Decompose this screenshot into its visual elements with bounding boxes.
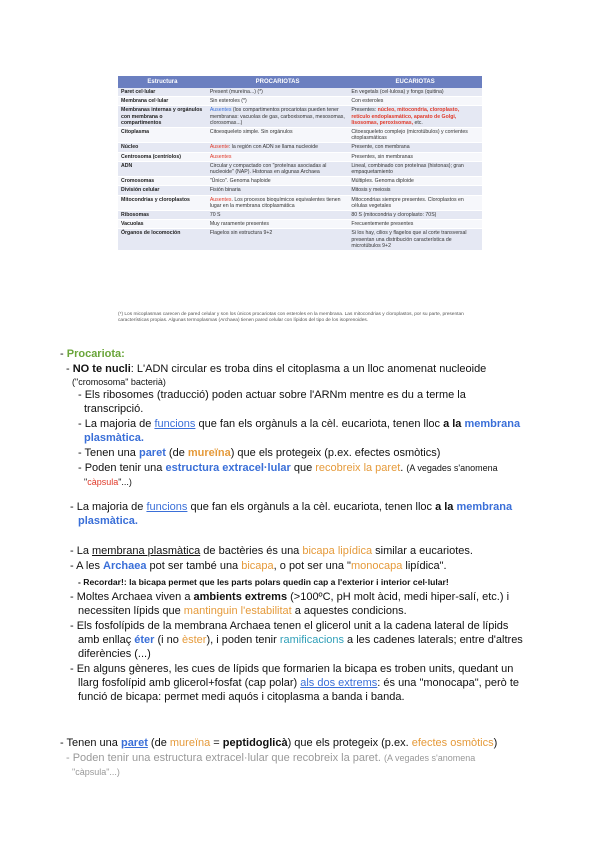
section-label-procariota: Procariota: bbox=[66, 348, 125, 360]
text: - Poden tenir una estructura extracel·lular que recobreix la paret. bbox=[66, 752, 384, 764]
cell-structure: Vacuolas bbox=[118, 220, 207, 229]
highlight-membrana: membrana bbox=[464, 418, 521, 430]
cell-prokaryote: Muy raramente presentes bbox=[207, 220, 349, 229]
highlight-eter: éter bbox=[134, 634, 155, 646]
note-line-10 bbox=[84, 476, 132, 489]
note-line-7 bbox=[84, 432, 144, 445]
cell-eukaryote: Frecuentemente presentes bbox=[348, 220, 482, 229]
cell-highlight: Ausentes bbox=[209, 196, 232, 203]
table-row bbox=[118, 143, 482, 152]
text: necessiten lípids que bbox=[78, 605, 184, 617]
text: (i no bbox=[154, 634, 182, 646]
text: - Moltes Archaea viven a bbox=[70, 591, 194, 603]
cell-structure: Citoplasma bbox=[118, 128, 207, 143]
text: : L'ADN circular es troba dins el citoplasma a un lloc anomenat nucleoide bbox=[130, 363, 487, 375]
link-funcions[interactable]: funcions bbox=[146, 501, 188, 513]
text: - La bbox=[70, 545, 93, 557]
table-footnote: (*) Los micoplasmas carecen de pared celular y son los únicos procariotas con esteroles en la membrana. Las mitocondrias y cloroplastos, por su parte, presentan características propias. Algunas termoplasmas (Archaea) tienen pared celular con lípidos del tipo de los isoprenoides. bbox=[118, 312, 464, 323]
note-line-20: diferències (...) bbox=[78, 648, 151, 660]
note-line-25 bbox=[66, 752, 475, 765]
text: - A les bbox=[70, 560, 104, 572]
bold-text: NO te nucli bbox=[72, 363, 131, 375]
table-row bbox=[118, 152, 482, 161]
bold-text: a la bbox=[443, 418, 465, 430]
cell-eukaryote: Múltiples. Genoma diploide bbox=[348, 177, 482, 186]
cell-eukaryote: 80 S (mitocondria y cloroplasto: 70S) bbox=[348, 211, 482, 220]
comparison-table bbox=[118, 76, 482, 251]
note-line-23: funció de bicapa: permet medi aquós i citoplasma a banda i banda. bbox=[78, 691, 405, 703]
cell-text: . Los procesos bioquímicos equivalentes tienen lugar en la membrana citoplasmática bbox=[209, 196, 341, 209]
small-text: (A vegades s'anomena bbox=[406, 463, 498, 473]
cell-text-pre: Presentes: bbox=[351, 107, 378, 114]
text: "...) bbox=[118, 477, 132, 487]
note-line-26: "càpsula"...) bbox=[72, 767, 120, 777]
text: a les cadenes laterals; entre d'altres bbox=[344, 634, 523, 646]
cell-text: (los compartimentos procariotas pueden tener membranas: vacuolas de gas, carboxisomas, mesosomas, clorosomas...) bbox=[209, 107, 345, 126]
cell-structure: Mitocondrias y cloroplastos bbox=[118, 195, 207, 210]
note-line-21: - En alguns gèneres, les cues de lípids que formarien la bicapa es troben units, quedant un bbox=[70, 663, 514, 675]
cell-prokaryote: Fisión binaria bbox=[207, 186, 349, 195]
cell-structure: Núcleo bbox=[118, 143, 207, 152]
text: . bbox=[400, 462, 407, 474]
cell-structure: Centrosoma (centríolos) bbox=[118, 152, 207, 161]
cell-text: : la región con ADN se llama nucleoide bbox=[228, 144, 318, 151]
header-prokaryotes: PROCARIOTAS bbox=[207, 76, 349, 88]
text: llarg fosfolípid amb glicerol+fosfat (cap polar) bbox=[78, 677, 301, 689]
link-funcions[interactable]: funcions bbox=[154, 418, 196, 430]
cell-text: etc. bbox=[413, 119, 423, 126]
text: , o pot ser una " bbox=[273, 560, 351, 572]
text: pot ser també una bbox=[146, 560, 242, 572]
text: ) bbox=[493, 737, 498, 749]
text: que bbox=[290, 462, 316, 474]
cell-prokaryote: "Único". Genoma haploide bbox=[207, 177, 349, 186]
text: de bactèries és una bbox=[200, 545, 303, 557]
bold-text: a la bbox=[435, 501, 457, 513]
cell-prokaryote bbox=[207, 106, 349, 128]
text: (>100ºC, pH molt àcid, medi hiper-salí, etc.) i bbox=[287, 591, 510, 603]
note-line-6 bbox=[78, 418, 520, 431]
text: amb enllaç bbox=[78, 634, 135, 646]
cell-structure: Paret cel·lular bbox=[118, 88, 207, 97]
text: ), i poden tenir bbox=[206, 634, 280, 646]
highlight-mureina: mureïna bbox=[169, 737, 211, 749]
cell-prokaryote: Citoesqueleto simple. Sin orgánulos bbox=[207, 128, 349, 143]
table-row bbox=[118, 97, 482, 106]
note-line-2 bbox=[66, 363, 486, 376]
table-row bbox=[118, 106, 482, 128]
small-text: (A vegades s'anomena bbox=[383, 753, 476, 763]
highlight-ramificacions: ramificacions bbox=[279, 634, 344, 646]
cell-eukaryote: Presentes, sin membranas bbox=[348, 152, 482, 161]
highlight-paret: paret bbox=[138, 447, 166, 459]
text: lipídica". bbox=[402, 560, 447, 572]
note-line-15: - Recordar!: la bicapa permet que les parts polars quedin cap a l'exterior i interior cel·lular! bbox=[78, 577, 449, 587]
highlight-estructura: estructura extracel·lular bbox=[165, 462, 291, 474]
cell-structure: División celular bbox=[118, 186, 207, 195]
table-row bbox=[118, 88, 482, 97]
note-line-12 bbox=[78, 515, 138, 528]
cell-structure: Órganos de locomoción bbox=[118, 229, 207, 251]
text: = bbox=[210, 737, 223, 749]
note-line-3: ("cromosoma" bacterià) bbox=[72, 377, 166, 387]
highlight-efectes: efectes osmòtics bbox=[411, 737, 494, 749]
cell-eukaryote: Mitosis y meiosis bbox=[348, 186, 482, 195]
text: (de bbox=[147, 737, 170, 749]
highlight-recobreix: recobreix la paret bbox=[315, 462, 401, 474]
cell-prokaryote bbox=[207, 152, 349, 161]
highlight-bicapa: bicapa lipídica bbox=[302, 545, 373, 557]
note-line-5: transcripció. bbox=[84, 403, 144, 415]
cell-prokaryote: Present (mureïna...) (*) bbox=[207, 88, 349, 97]
dash: - bbox=[60, 348, 67, 360]
note-line-18: - Els fosfolípids de la membrana Archaea tenen el glicerol unit a la cadena lateral de lípids bbox=[70, 620, 509, 632]
cell-eukaryote: Citoesqueleto complejo (microtúbulos) y corrientes citoplasmáticas bbox=[348, 128, 482, 143]
note-line-13 bbox=[70, 545, 473, 558]
table-row bbox=[118, 195, 482, 210]
note-line-4: - Els ribosomes (traducció) poden actuar sobre l'ARNm mentre es du a terme la bbox=[78, 389, 466, 401]
text: ) que els protegeix (p.ex. efectes osmòtics) bbox=[230, 447, 441, 459]
text: (de bbox=[165, 447, 188, 459]
cell-eukaryote: Con esteroles bbox=[348, 97, 482, 106]
note-line-24 bbox=[60, 737, 497, 750]
header-eukaryotes: EUCARIOTAS bbox=[348, 76, 482, 88]
text: ) que els protegeix (p.ex. bbox=[287, 737, 412, 749]
note-line-16 bbox=[70, 591, 509, 604]
cell-prokaryote: 70 S bbox=[207, 211, 349, 220]
cell-highlight: Ausentes bbox=[209, 107, 232, 114]
text: a aquestes condicions. bbox=[291, 605, 407, 617]
highlight-bicapa: bicapa bbox=[241, 560, 274, 572]
cell-structure: ADN bbox=[118, 161, 207, 176]
highlight-monocapa: monocapa bbox=[350, 560, 403, 572]
text: que fan els orgànuls a la cèl. eucariota, tenen lloc bbox=[195, 418, 444, 430]
cell-eukaryote bbox=[348, 106, 482, 128]
bold-text: ambients extrems bbox=[193, 591, 288, 603]
cell-prokaryote: Sin esteroles (*) bbox=[207, 97, 349, 106]
note-line-11 bbox=[70, 501, 512, 514]
table-row bbox=[118, 186, 482, 195]
text: similar a eucariotes. bbox=[372, 545, 473, 557]
link-dos-extrems[interactable]: als dos extrems bbox=[300, 677, 378, 689]
highlight-estabilitat: mantinguin l'estabilitat bbox=[183, 605, 292, 617]
text: - La majoria de bbox=[70, 501, 147, 513]
cell-structure: Ribosomas bbox=[118, 211, 207, 220]
cell-prokaryote: Flagelos sin estructura 9+2 bbox=[207, 229, 349, 251]
table-row bbox=[118, 128, 482, 143]
highlight-plasmatica: plasmàtica. bbox=[78, 515, 138, 527]
cell-eukaryote: Mitocondrias siempre presentes. Cloroplastos en células vegetales bbox=[348, 195, 482, 210]
note-line-8 bbox=[78, 447, 440, 460]
text: - bbox=[66, 363, 73, 375]
cell-highlight: Ausente bbox=[209, 144, 229, 151]
header-structure: Estructura bbox=[118, 76, 207, 88]
table-row bbox=[118, 211, 482, 220]
cell-eukaryote: Si los hay, cilios y flagelos que al corte transversal presentan una distribución característica de microtúbulos 9+2 bbox=[348, 229, 482, 251]
cell-highlight: núcleo, mitocondria, cloroplasto, retículo endoplasmático, aparato de Golgi, lisosomas, peroxisomas, bbox=[351, 107, 460, 126]
cell-eukaryote: Lineal, combinado con proteínas (histonas); gran empaquetamiento bbox=[348, 161, 482, 176]
text: - La majoria de bbox=[78, 418, 155, 430]
cell-highlight: Ausentes bbox=[209, 153, 232, 160]
highlight-capsula: càpsula bbox=[87, 477, 119, 487]
highlight-plasmatica: plasmàtica. bbox=[84, 432, 144, 444]
underlined-text: membrana plasmàtica bbox=[92, 545, 201, 557]
text: - Tenen una bbox=[78, 447, 139, 459]
highlight-mureina: mureïna bbox=[187, 447, 231, 459]
note-line-17 bbox=[78, 605, 407, 618]
table-row bbox=[118, 229, 482, 251]
table-row bbox=[118, 161, 482, 176]
text: que fan els orgànuls a la cèl. eucariota, tenen lloc bbox=[187, 501, 436, 513]
text: " bbox=[84, 477, 88, 487]
table-header-row bbox=[118, 76, 482, 88]
cell-prokaryote bbox=[207, 143, 349, 152]
table-row bbox=[118, 177, 482, 186]
cell-structure: Membranas internas y orgánulos con membrana o compartimentos bbox=[118, 106, 207, 128]
note-line-9 bbox=[78, 462, 498, 475]
table-row bbox=[118, 220, 482, 229]
text: : és una "monocapa", però te bbox=[377, 677, 520, 689]
note-line-22 bbox=[78, 677, 519, 690]
cell-structure: Membrana cel·lular bbox=[118, 97, 207, 106]
highlight-ester: èster bbox=[181, 634, 207, 646]
text: - Poden tenir una bbox=[78, 462, 166, 474]
highlight-paret: paret bbox=[120, 737, 148, 749]
cell-prokaryote bbox=[207, 195, 349, 210]
note-line-1 bbox=[60, 348, 125, 361]
highlight-archaea: Archaea bbox=[103, 560, 147, 572]
cell-eukaryote: En vegetals (cel·lulosa) y fongs (quitina) bbox=[348, 88, 482, 97]
bold-text: peptidoglicà bbox=[222, 737, 288, 749]
text: - Tenen una bbox=[60, 737, 121, 749]
cell-structure: Cromosomas bbox=[118, 177, 207, 186]
note-line-14 bbox=[70, 560, 447, 573]
cell-eukaryote: Presente, con membrana bbox=[348, 143, 482, 152]
note-line-19 bbox=[78, 634, 523, 647]
highlight-membrana: membrana bbox=[456, 501, 513, 513]
cell-prokaryote: Circular y compactado con "proteínas asociadas al nucleoide" (NAP). Histonas en algunas Archaea bbox=[207, 161, 349, 176]
